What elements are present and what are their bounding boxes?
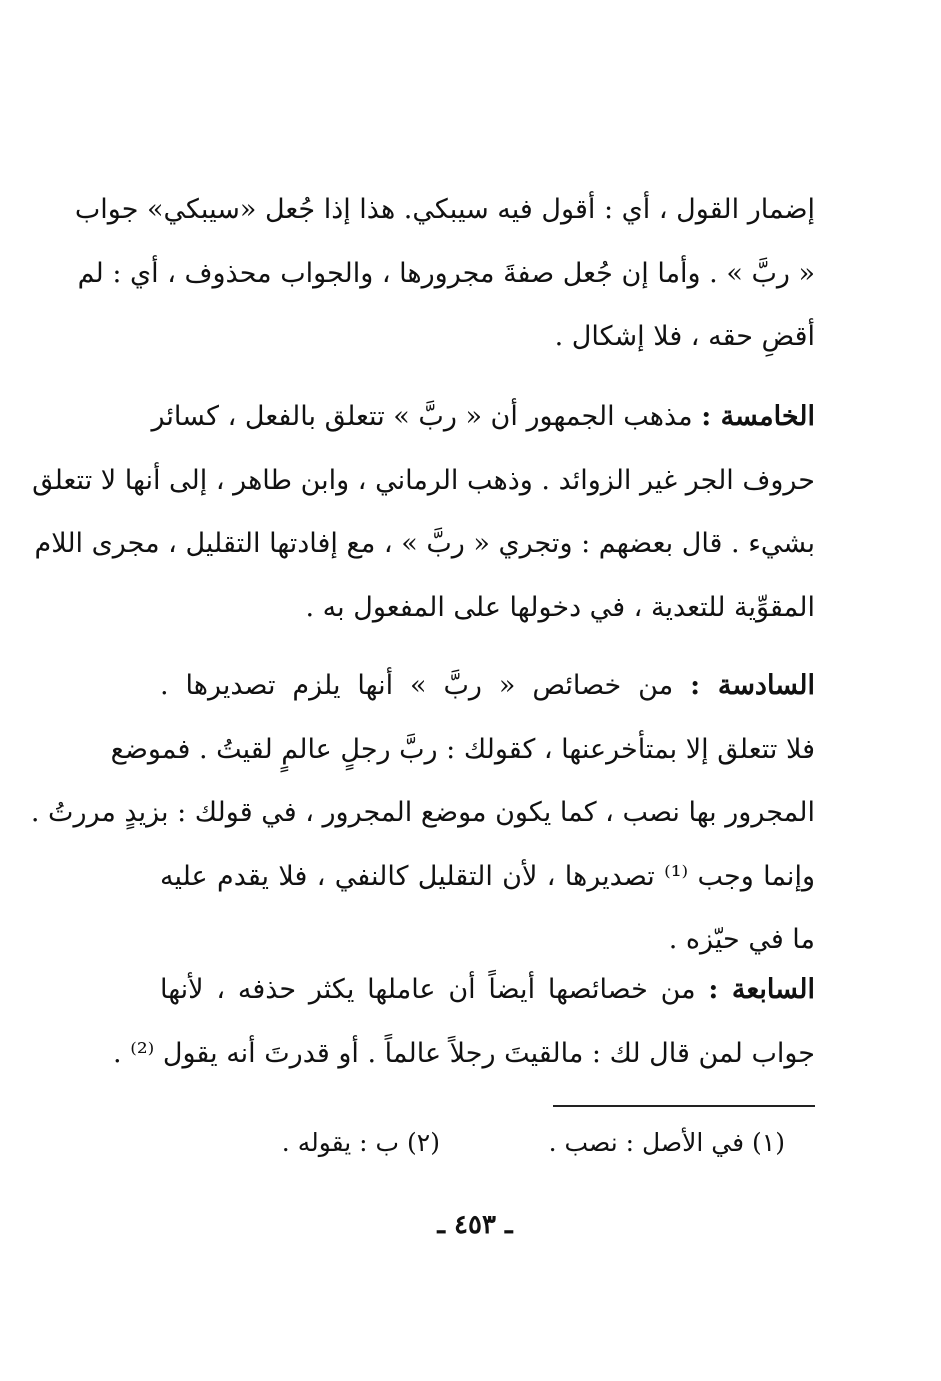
section-heading: السادسة : [690,670,816,701]
paragraph-7-sabia [113,958,815,1085]
text-line: بشيء . قال بعضهم : وتجري « ربَّ » ، مع إفادتها التقليل ، مجرى اللام [34,528,815,559]
text-line: جواب لمن قال لك : مالقيتَ رجلاً عالماً . أو قدرتَ أنه يقول ⁽²⁾ . [113,1037,815,1069]
footnote-divider [553,1105,815,1107]
text-line [160,958,815,1022]
text-line [160,654,815,718]
page-number: ـ ٤٥٣ ـ [437,1210,513,1240]
text-line: فلا تتعلق إلا بمتأخرعنها ، كقولك : ربَّ رجلٍ عالمٍ لقيتُ . فموضع [110,733,815,765]
text-line: حروف الجر غير الزوائد . وذهب الرماني ، وابن طاهر ، إلى أنها لا تتعلق [32,464,815,496]
paragraph-6-sadisa [30,654,816,972]
text-line: أقضِ حقه ، فلا إشكال . [554,321,815,352]
section-heading: الخامسة : [701,401,815,432]
paragraph-5-khamisa [32,385,815,639]
text-line [151,385,815,449]
paragraph-1 [74,178,815,369]
text-line: « ربَّ » . وأما إن جُعل صفةَ مجرورها ، والجواب محذوف ، أي : لم [77,257,815,289]
section-heading: السابعة : [708,974,815,1005]
text-line: وإنما وجب ⁽¹⁾ تصديرها ، لأن التقليل كالنفي ، فلا يقدم عليه [160,860,815,892]
text-line: ما في حيّزه . [668,924,815,955]
footnote-2: (٢) ب : يقوله . [281,1128,440,1157]
text-fragment: من خصائص « ربَّ » أنها يلزم تصديرها . [160,670,691,701]
text-fragment: مذهب الجمهور أن « ربَّ » تتعلق بالفعل ، كسائر [151,401,702,432]
footnote-1: (١) في الأصل : نصب . [548,1128,785,1157]
footnotes [160,1118,785,1168]
text-line: المقوِّية للتعدية ، في دخولها على المفعول به . [305,591,815,623]
text-line: إضمار القول ، أي : أقول فيه سيبكي. هذا إذا جُعل «سيبكي» جواب [74,194,815,225]
text-fragment: من خصائصها أيضاً أن عاملها يكثر حذفه ، لأنها [160,974,709,1005]
text-line: المجرور بها نصب ، كما يكون موضع المجرور ، في قولك : بزيدٍ مررتُ . [30,797,815,828]
